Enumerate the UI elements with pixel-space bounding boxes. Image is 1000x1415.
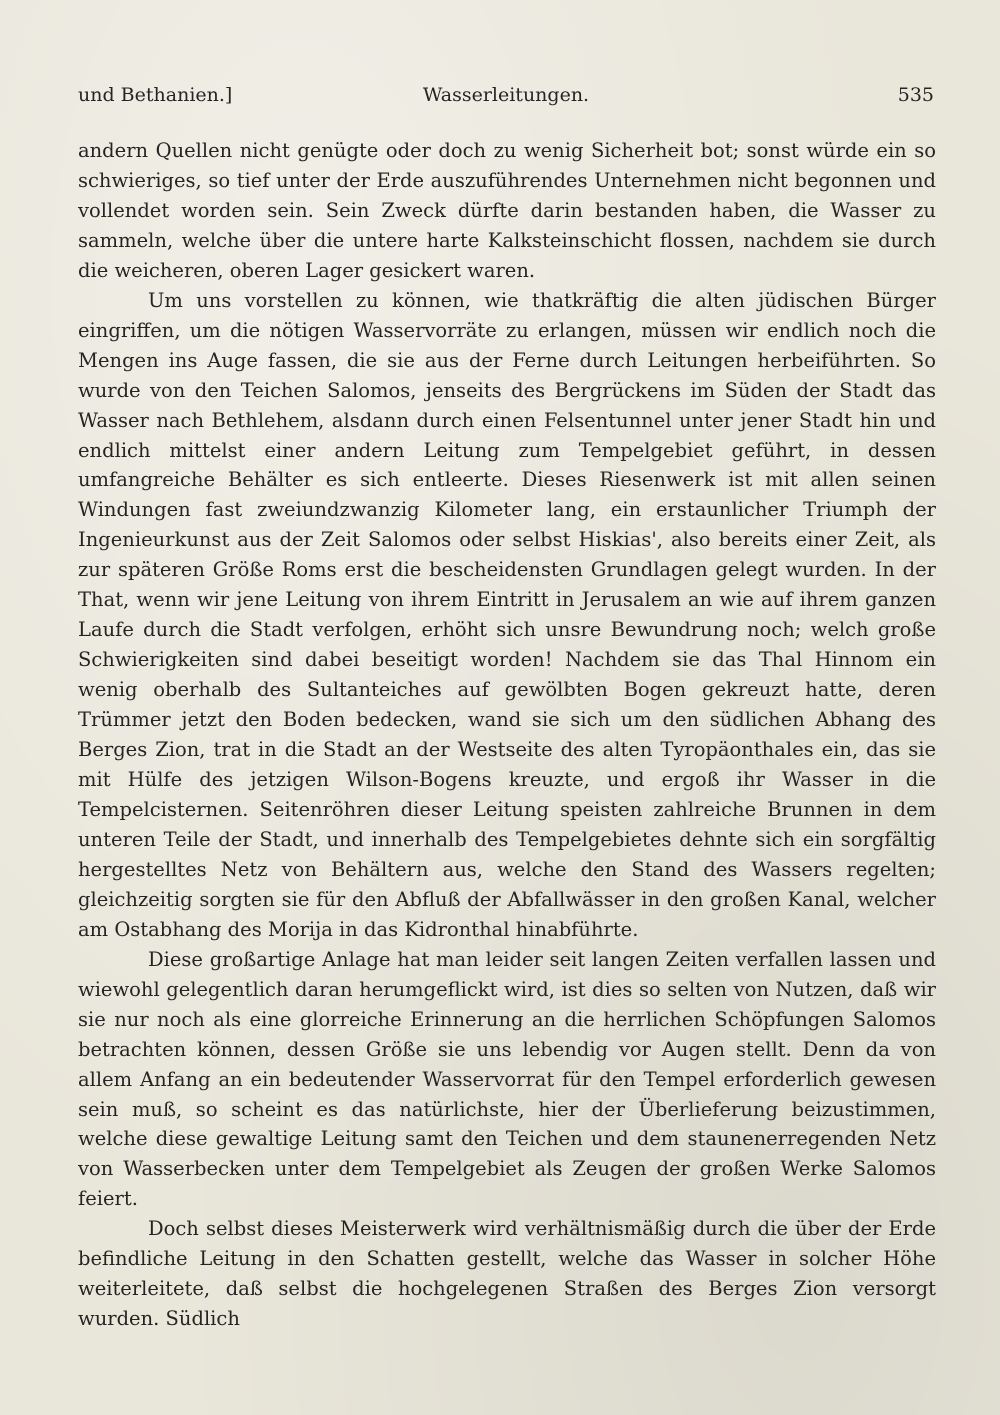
paragraph: Doch selbst dieses Meisterwerk wird verhältnismäßig durch die über der Erde befindliche Leitung in den Schatten gestellt, welche das Wasser in solcher Höhe weiterleitete, daß selbst die hochgelegenen Straßen des Berges Zion versorgt wurden. Südlich: [78, 1217, 936, 1331]
paragraph: Um uns vorstellen zu können, wie thatkräftig die alten jüdischen Bürger eingriffen, um die nötigen Wasservorräte zu erlangen, müssen wir endlich noch die Mengen ins Auge fassen, die sie aus der Ferne durch Leitungen herbeiführten. So wurde von den Teichen Salomos, jenseits des Bergrückens im Süden der Stadt das Wasser nach Bethlehem, alsdann durch einen Felsentunnel unter jener Stadt hin und endlich mittelst einer andern Leitung zum Tempelgebiet geführt, in dessen umfangreiche Behälter es sich entleerte. Dieses Riesenwerk ist mit allen seinen Windungen fast zweiundzwanzig Kilometer lang, ein erstaunlicher Triumph der Ingenieurkunst aus der Zeit Salomos oder selbst Hiskias', also bereits einer Zeit, als zur späteren Größe Roms erst die bescheidensten Grundlagen gelegt wurden. In der That, wenn wir jene Leitung von ihrem Eintritt in Jerusalem an wie auf ihrem ganzen Laufe durch die Stadt verfolgen, erhöht sich unsre Bewundrung noch; welch große Schwierigkeiten sind dabei beseitigt worden! Nachdem sie das Thal Hinnom ein wenig oberhalb des Sultanteiches auf gewölbten Bogen gekreuzt hatte, deren Trümmer jetzt den Boden bedecken, wand sie sich um den südlichen Abhang des Berges Zion, trat in die Stadt an der Westseite des alten Tyropäonthales ein, das sie mit Hülfe des jetzigen Wilson-Bogens kreuzte, und ergoß ihr Wasser in die Tempelcisternen. Seitenröhren dieser Leitung speisten zahlreiche Brunnen in dem unteren Teile der Stadt, und innerhalb des Tempelgebietes dehnte sich ein sorgfältig hergestelltes Netz von Behältern aus, welche den Stand des Wassers regelten; gleichzeitig sorgten sie für den Abfluß der Abfallwässer in den großen Kanal, welcher am Ostabhang des Morija in das Kidronthal hinabführte.: [78, 288, 936, 941]
paragraph: Diese großartige Anlage hat man leider seit langen Zeiten verfallen lassen und wiewohl gelegentlich daran herumgeflickt wird, ist dies so selten von Nutzen, daß wir sie nur noch als eine glorreiche Erinnerung an die herrlichen Schöpfungen Salomos betrachten können, dessen Größe sie uns lebendig vor Augen stellt. Denn da von allem Anfang an ein bedeutender Wasservorrat für den Tempel erforderlich gewesen sein muß, so scheint es das natürlichste, hier der Überlieferung beizustimmen, welche diese gewaltige Leitung samt den Teichen und dem staunenerregenden Netz von Wasserbecken unter dem Tempelgebiet als Zeugen der großen Werke Salomos feiert.: [78, 947, 936, 1211]
page-number: 535: [897, 84, 934, 106]
running-header-title: Wasserleitungen.: [422, 84, 590, 106]
running-header-left: und Bethanien.]: [78, 84, 233, 106]
body-text: [78, 136, 936, 1334]
paragraph: andern Quellen nicht genügte oder doch zu wenig Sicherheit bot; sonst würde ein so schwieriges, so tief unter der Erde auszuführendes Unternehmen nicht begonnen und vollendet worden sein. Sein Zweck dürfte darin bestanden haben, die Wasser zu sammeln, welche über die untere harte Kalksteinschicht flossen, nachdem sie durch die weicheren, oberen Lager gesickert waren.: [78, 139, 936, 282]
running-header: [78, 84, 934, 114]
